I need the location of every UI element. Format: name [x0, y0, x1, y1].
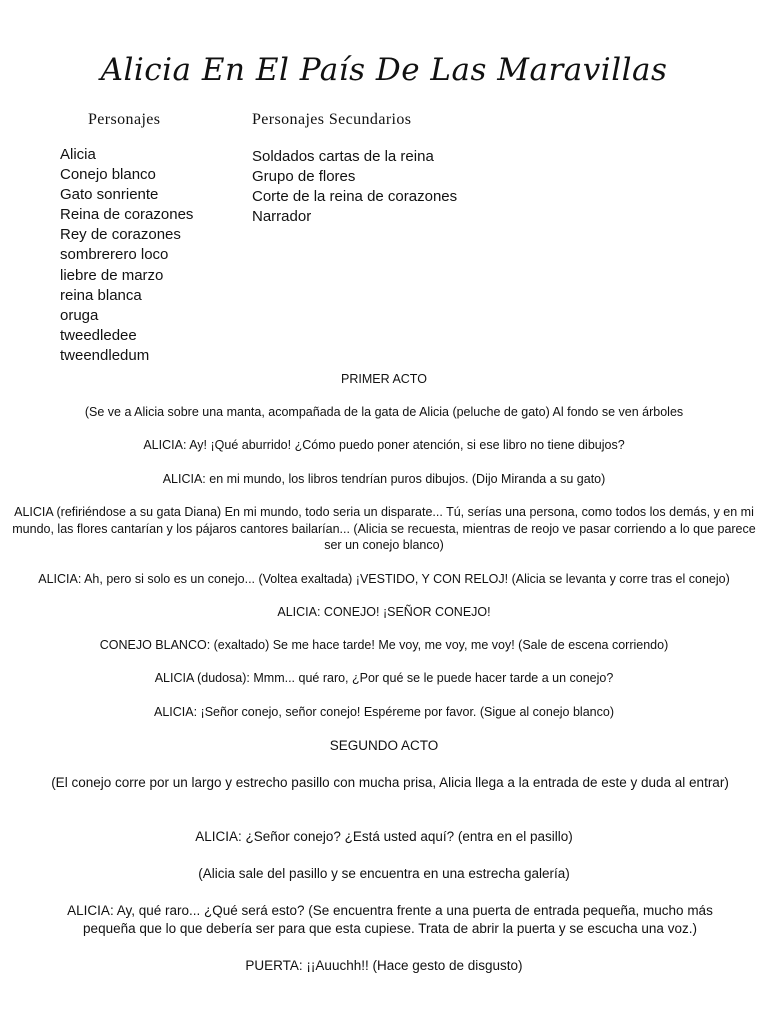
dialogue-line: ALICIA: Ay! ¡Qué aburrido! ¿Cómo puedo poner atención, si ese libro no tiene dibujos? — [143, 438, 625, 452]
character-item: Gato sonriente — [60, 186, 159, 204]
dialogue-line: ALICIA: CONEJO! ¡SEÑOR CONEJO! — [277, 605, 491, 619]
dialogue-line: CONEJO BLANCO: (exaltado) Se me hace tarde! Me voy, me voy, me voy! (Sale de escena corriendo) — [99, 638, 669, 652]
secondary-character-item: Narrador — [252, 208, 312, 226]
character-item: reina blanca — [60, 286, 142, 304]
character-item: oruga — [60, 306, 99, 324]
character-item: Reina de corazones — [60, 206, 194, 224]
dialogue-line: PUERTA: ¡¡Auuchh!! (Hace gesto de disgusto) — [245, 958, 523, 973]
dialogue-line: ALICIA: ¿Señor conejo? ¿Está usted aquí? (entra en el pasillo) — [195, 829, 573, 844]
act-heading: PRIMER ACTO — [341, 372, 427, 386]
secondary-character-item: Grupo de flores — [252, 168, 356, 186]
stage-direction: (Se ve a Alicia sobre una manta, acompañada de la gata de Alicia (peluche de gato) Al fondo se ven árboles — [84, 405, 684, 419]
character-item: tweedledee — [60, 326, 137, 344]
character-item: tweendledum — [60, 346, 150, 364]
character-item: sombrerero loco — [60, 246, 169, 264]
dialogue-line: ALICIA: ¡Señor conejo, señor conejo! Espéreme por favor. (Sigue al conejo blanco) — [154, 705, 614, 719]
main-characters-list — [60, 145, 193, 366]
document-title: Alicia En El País De Las Maravillas — [100, 52, 668, 88]
dialogue-line: ALICIA: Ay, qué raro... ¿Qué será esto? (Se encuentra frente a una puerta de entrada pequeña, mucho más pequeña que lo que debería ser para que esta cupiese. Trata de abrir la puerta y se escucha una voz.) — [67, 903, 713, 936]
stage-direction: (El conejo corre por un largo y estrecho pasillo con mucha prisa, Alicia llega a la entrada de este y duda al entrar) — [51, 775, 729, 790]
dialogue-line: ALICIA (dudosa): Mmm... qué raro, ¿Por qué se le puede hacer tarde a un conejo? — [154, 671, 614, 685]
character-item: Rey de corazones — [60, 226, 181, 244]
secondary-characters-heading: Personajes Secundarios — [252, 111, 412, 128]
main-characters-heading: Personajes — [88, 111, 161, 128]
dialogue-line: ALICIA (refiriéndose a su gata Diana) En mi mundo, todo seria un disparate... Tú, serías una persona, como todos los demás, y en mi mundo, las flores cantarían y los pájaros cantores bailarían... (Alicia se recuesta, mientras de reojo ve pasar corriendo a lo que parece ser un conejo blanco) — [12, 505, 756, 552]
secondary-character-item: Soldados cartas de la reina — [252, 148, 434, 165]
secondary-character-item: Corte de la reina de corazones — [252, 188, 458, 206]
dialogue-line: ALICIA: en mi mundo, los libros tendrían puros dibujos. (Dijo Miranda a su gato) — [162, 472, 606, 486]
stage-direction: (Alicia sale del pasillo y se encuentra en una estrecha galería) — [198, 866, 570, 881]
character-item: liebre de marzo — [60, 266, 164, 284]
act-heading: SEGUNDO ACTO — [329, 738, 439, 753]
dialogue-line: ALICIA: Ah, pero si solo es un conejo... (Voltea exaltada) ¡VESTIDO, Y CON RELOJ! (Alicia se levanta y corre tras el conejo) — [38, 572, 730, 586]
character-item: Conejo blanco — [60, 166, 156, 184]
secondary-characters-list — [252, 147, 457, 227]
character-item: Alicia — [60, 146, 96, 163]
